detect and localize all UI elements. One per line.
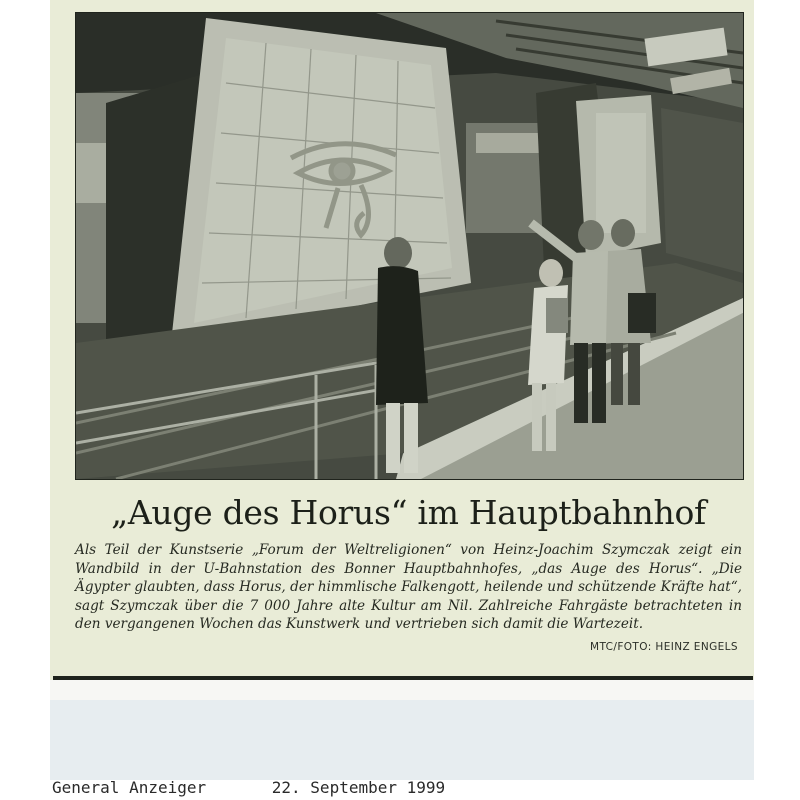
lower-paper-strip [50,700,754,780]
subway-station-photo [75,12,744,480]
article-caption: Als Teil der Kunstserie „Forum der Weltreligionen“ von Heinz-Joachim Szymczak zeigt ein Wandbild in der U-Bahnstation des Bonner Hauptbahnhofes, „das Auge des Horus“. „Die Ägypter glaubten, dass Horus, der himmlische Falkengott, heilende und schützende Kräfte hat“, sagt Szymczak über die 7 000 Jahre alte Kultur am Nil. Zahlreiche Fahrgäste betrachteten in den vergangenen Wochen das Kunstwerk und vertrieben sich damit die Wartezeit. [75,542,742,633]
newspaper-name: General Anzeiger [52,778,207,797]
publication-date: 22. September 1999 [271,778,446,797]
article-headline: „Auge des Horus“ im Hauptbahnhof [111,493,706,532]
source-line [52,778,752,800]
photo-credit: MTC/FOTO: HEINZ ENGELS [590,641,738,653]
